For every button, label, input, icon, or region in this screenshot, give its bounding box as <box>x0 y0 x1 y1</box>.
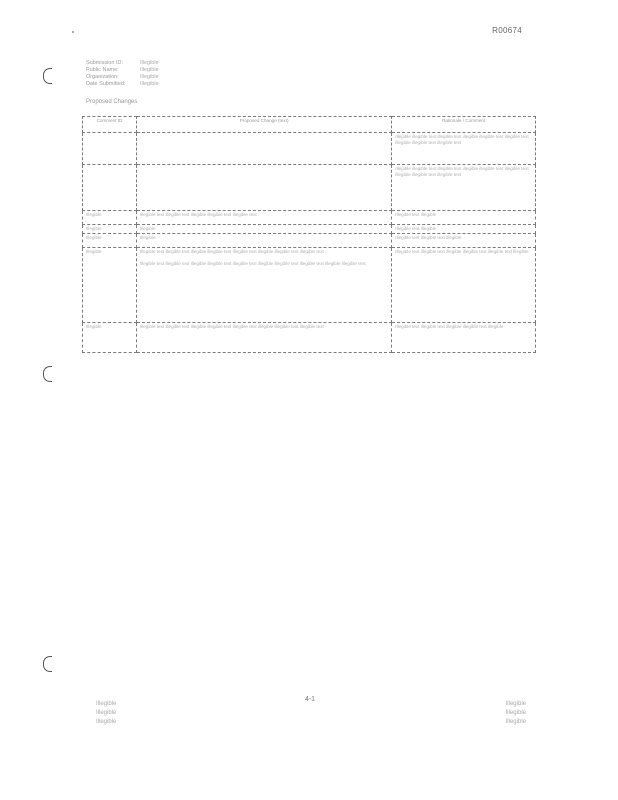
meta-label: Date Submitted: <box>86 81 126 87</box>
table-row <box>83 234 536 248</box>
footer-line: Illegible <box>96 701 117 707</box>
page-number: 4-1 <box>304 696 316 703</box>
cell-id: Illegible <box>83 234 137 248</box>
table-row <box>83 165 536 211</box>
cell-change <box>136 211 391 225</box>
meta-row <box>86 60 159 67</box>
meta-row <box>86 74 159 81</box>
cell-rationale: Illegible text illegible text illegible illegible text illegible <box>392 323 536 353</box>
cell-id <box>83 165 137 211</box>
meta-value: Illegible <box>140 74 159 80</box>
cell-change <box>136 323 391 353</box>
meta-label: Submission ID: <box>86 60 123 66</box>
table-row <box>83 133 536 165</box>
meta-row <box>86 81 159 88</box>
footer-left <box>96 700 116 727</box>
cell-id: Illegible <box>83 248 137 323</box>
cell-rationale: Illegible text illegible <box>392 211 536 225</box>
change-paragraph: Illegible text illegible text illegible illegible text illegible text illegible illegible text illegible text <box>139 324 324 330</box>
cell-id: Illegible <box>83 323 137 353</box>
footer-line: Illegible <box>505 701 526 707</box>
meta-label: Organization: <box>86 74 119 80</box>
table-row <box>83 323 536 353</box>
cell-rationale: Illegible text illegible text illegible <box>392 234 536 248</box>
column-header-id: Comment ID <box>83 117 137 133</box>
column-header-rationale: Rationale / Comment <box>392 117 536 133</box>
cell-id: Illegible <box>83 211 137 225</box>
binder-hole-middle <box>43 366 52 382</box>
cell-id: Illegible <box>83 225 137 234</box>
document-meta <box>86 60 159 88</box>
table-row <box>83 248 536 323</box>
scan-speck <box>72 31 74 33</box>
cell-change <box>136 165 391 211</box>
cell-id <box>83 133 137 165</box>
table-row <box>83 211 536 225</box>
change-paragraph: Illegible text illegible text illegible illegible text illegible text illegible illegible text illegible text illegible illegible text <box>139 260 366 266</box>
table-header-row <box>83 117 536 133</box>
change-paragraph: Illegible text illegible text illegible illegible text illegible text illegible illegible text illegible text <box>139 249 324 255</box>
meta-value: Illegible <box>140 67 159 73</box>
footer-right <box>506 700 526 727</box>
table-row <box>83 225 536 234</box>
cell-rationale: Illegible illegible text illegible text illegible illegible text illegible text illegible illegible text illegible text <box>392 133 536 165</box>
change-paragraph: Illegible text illegible text illegible illegible text illegible text <box>139 212 257 217</box>
meta-value: Illegible <box>140 81 159 87</box>
cell-change <box>136 248 391 323</box>
change-paragraph: Illegible <box>139 226 156 231</box>
binder-hole-top <box>43 68 52 84</box>
footer-line: Illegible <box>505 710 526 716</box>
footer-line: Illegible <box>505 719 526 725</box>
changes-table <box>82 116 536 353</box>
cell-change <box>136 234 391 248</box>
footer-line: Illegible <box>96 719 117 725</box>
meta-row <box>86 67 159 74</box>
cell-rationale: Illegible text illegible <box>392 225 536 234</box>
cell-rationale: Illegible illegible text illegible text illegible illegible text illegible text illegible illegible text illegible text <box>392 165 536 211</box>
column-header-change: Proposed Change (text) <box>136 117 391 133</box>
binder-hole-bottom <box>43 656 52 672</box>
footer-line: Illegible <box>96 710 117 716</box>
cell-change <box>136 225 391 234</box>
cell-change <box>136 133 391 165</box>
page-id: R00674 <box>492 26 522 35</box>
section-title: Proposed Changes <box>86 99 138 105</box>
meta-value: Illegible <box>140 60 159 66</box>
change-paragraph: Illegible <box>139 235 156 241</box>
meta-label: Public Name: <box>86 67 119 73</box>
cell-rationale: Illegible text illegible text illegible illegible text illegible text illegible <box>392 248 536 323</box>
